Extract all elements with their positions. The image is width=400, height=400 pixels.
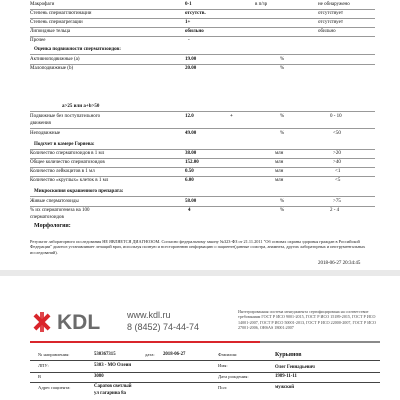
row-name-cont: сперматозоидов [30, 215, 64, 220]
row-value: 12.0 [185, 114, 194, 119]
divider [30, 36, 375, 37]
name-label: Имя: [218, 363, 228, 368]
divider [30, 382, 380, 383]
row-value: 0.50 [185, 169, 194, 174]
sex-label: Пол: [218, 385, 228, 390]
row-name: Количество «круглых» клеток в 1 мл [30, 178, 109, 183]
row-value: - [188, 38, 190, 43]
row-ref: 0 - 10 [330, 114, 342, 119]
row-value: 49.00 [185, 131, 197, 136]
row-name: Количество лейкоцитов в 1 мл [30, 169, 95, 174]
row-value: 152.00 [185, 160, 199, 165]
row-name: Активноподвижные (a) [30, 57, 80, 62]
address-line-2: ул гагарина 8а [94, 391, 126, 396]
section-header-morphology: Морфология: [34, 223, 71, 229]
row-value: 58.00 [185, 199, 197, 204]
divider [30, 64, 375, 65]
row-ref: не обнаружено [318, 2, 350, 7]
site-link[interactable]: www.kdl.ru [127, 310, 171, 320]
row-ref: отсутствует [318, 11, 344, 16]
row-ref: >40 [333, 160, 341, 165]
row-unit: млн [275, 169, 284, 174]
row-unit: млн [275, 178, 284, 183]
divider [30, 27, 375, 28]
row-name: Липоидные тельца [30, 29, 71, 34]
divider [30, 196, 375, 197]
address-label: Адрес пациента: [38, 385, 71, 390]
lpu-label: ЛПУ: [38, 363, 49, 368]
birth-value: 1989-11-11 [275, 374, 297, 379]
row-name: Количество сперматозоидов в 1 мл [30, 151, 105, 156]
row-value: 38.00 [185, 151, 197, 156]
header-bar-gray [260, 341, 380, 343]
row-unit: % [280, 57, 285, 62]
row-name: Малоподвижные (b) [30, 66, 74, 71]
row-unit: млн [275, 151, 284, 156]
row-ref: обильно [318, 29, 336, 34]
row-ref: 2 - 4 [330, 208, 340, 213]
disclaimer-note: Результат лабораторного исследования НЕ ЯВЛЯЕТСЯ ДИАГНОЗОМ. Согласно федеральному закону №323-ФЗ от 21.11.2011 "Об основах охраны здоровья граждан в Российской Федерации" диагноз устанавливает лечащий врач, используя полную и всестороннюю информацию о пациенте(данные осмотра, анамнеза, других лабораторных и инструментальных исследований). [30, 239, 366, 255]
row-ref: отсутствует [318, 20, 344, 25]
row-ref: <5 [335, 178, 341, 183]
row-value: 1+ [185, 20, 191, 25]
divider [30, 158, 375, 159]
row-name: % их сперматогенеза на 100 [30, 208, 90, 213]
divider [30, 111, 375, 112]
order-label: № направления: [38, 352, 70, 357]
row-value: 20.00 [185, 66, 197, 71]
divider [30, 54, 375, 55]
report-timestamp: 2018-06-27 20:34:45 [318, 261, 361, 266]
section-header-stained: Микроскопия окрашенного препарата: [34, 189, 124, 194]
order-value: 530367315 [94, 352, 116, 357]
row-unit: млн [275, 160, 284, 165]
row-value: 0-1 [185, 2, 192, 7]
report-page-2 [0, 276, 400, 400]
divider [30, 360, 380, 361]
divider [30, 176, 375, 177]
date-label: дата: [145, 352, 155, 357]
row-value: отсутств. [185, 11, 206, 16]
divider [30, 18, 375, 19]
motility-formula: a>25 или a+b>50 [62, 104, 100, 109]
code-value: 3080 [94, 374, 104, 379]
divider [30, 372, 380, 373]
certification-text: Интегрированная система менеджмента сертифицирована на соответствие требованиям ГОСТ Р ИСО 9001-2015, ГОСТ Р ИСО 15189-2015, ГОСТ Р ИСО 14001-2007, ГОСТ Р ИСО 50001-2013, ГОСТ Р ИСО 22000-2007, ГОСТ Р ИСО 27001-2006, ОНSAS 18001:2007 [238, 309, 376, 331]
section-header-motility: Оценка подвижности сперматозоидов: [34, 47, 121, 52]
row-name: Общее количество сперматозоидов [30, 160, 105, 165]
row-flag: + [230, 114, 233, 119]
row-value: обильно [185, 29, 204, 34]
row-value: 6.00 [185, 178, 194, 183]
row-name: Степень спермагглютинации [30, 11, 92, 16]
divider [30, 167, 375, 168]
divider [30, 9, 375, 10]
sex-value: мужской [275, 385, 294, 390]
surname-label: Фамилия: [218, 352, 238, 357]
row-name: Макрофаги [30, 2, 55, 7]
birth-label: Дата рождения: [218, 374, 249, 379]
address-line-1: Саратов светлый [94, 384, 132, 389]
row-unit: в п/зр [255, 2, 268, 7]
row-name: Степень спермагрегации [30, 20, 83, 25]
logo-text: KDL [57, 311, 101, 334]
row-ref: <50 [333, 131, 341, 136]
row-ref: >75 [333, 199, 341, 204]
code-label: В [38, 374, 42, 379]
row-unit: % [280, 66, 285, 71]
surname-value: Курьянов [275, 352, 302, 358]
row-value: 19.00 [185, 57, 197, 62]
row-name: Прочее [30, 38, 46, 43]
kdl-logo-icon [30, 310, 54, 334]
row-name: Подвижные без поступательного [30, 114, 101, 119]
date-value: 2018-06-27 [163, 352, 186, 357]
row-name: Неподвижные [30, 131, 61, 136]
row-unit: % [280, 131, 285, 136]
lpu-value: 5303 - МО Олеин [94, 363, 132, 368]
divider [30, 149, 375, 150]
row-ref: <1 [335, 169, 341, 174]
row-unit: % [280, 199, 285, 204]
row-value: 4 [188, 208, 191, 213]
phone-number: 8 (8452) 74-44-74 [127, 322, 200, 332]
row-unit: % [280, 114, 285, 119]
section-header-goryaev: Подсчет в камере Горяева: [34, 142, 95, 147]
row-unit: % [280, 208, 285, 213]
divider [30, 206, 375, 207]
kdl-logo [30, 310, 116, 334]
name-value: Олег Геннадьевич [275, 365, 315, 370]
row-name-cont: движения [30, 121, 51, 126]
divider [30, 128, 375, 129]
row-ref: >20 [333, 151, 341, 156]
header-bar-red [30, 341, 260, 343]
row-name: Живые сперматозоиды [30, 199, 79, 204]
